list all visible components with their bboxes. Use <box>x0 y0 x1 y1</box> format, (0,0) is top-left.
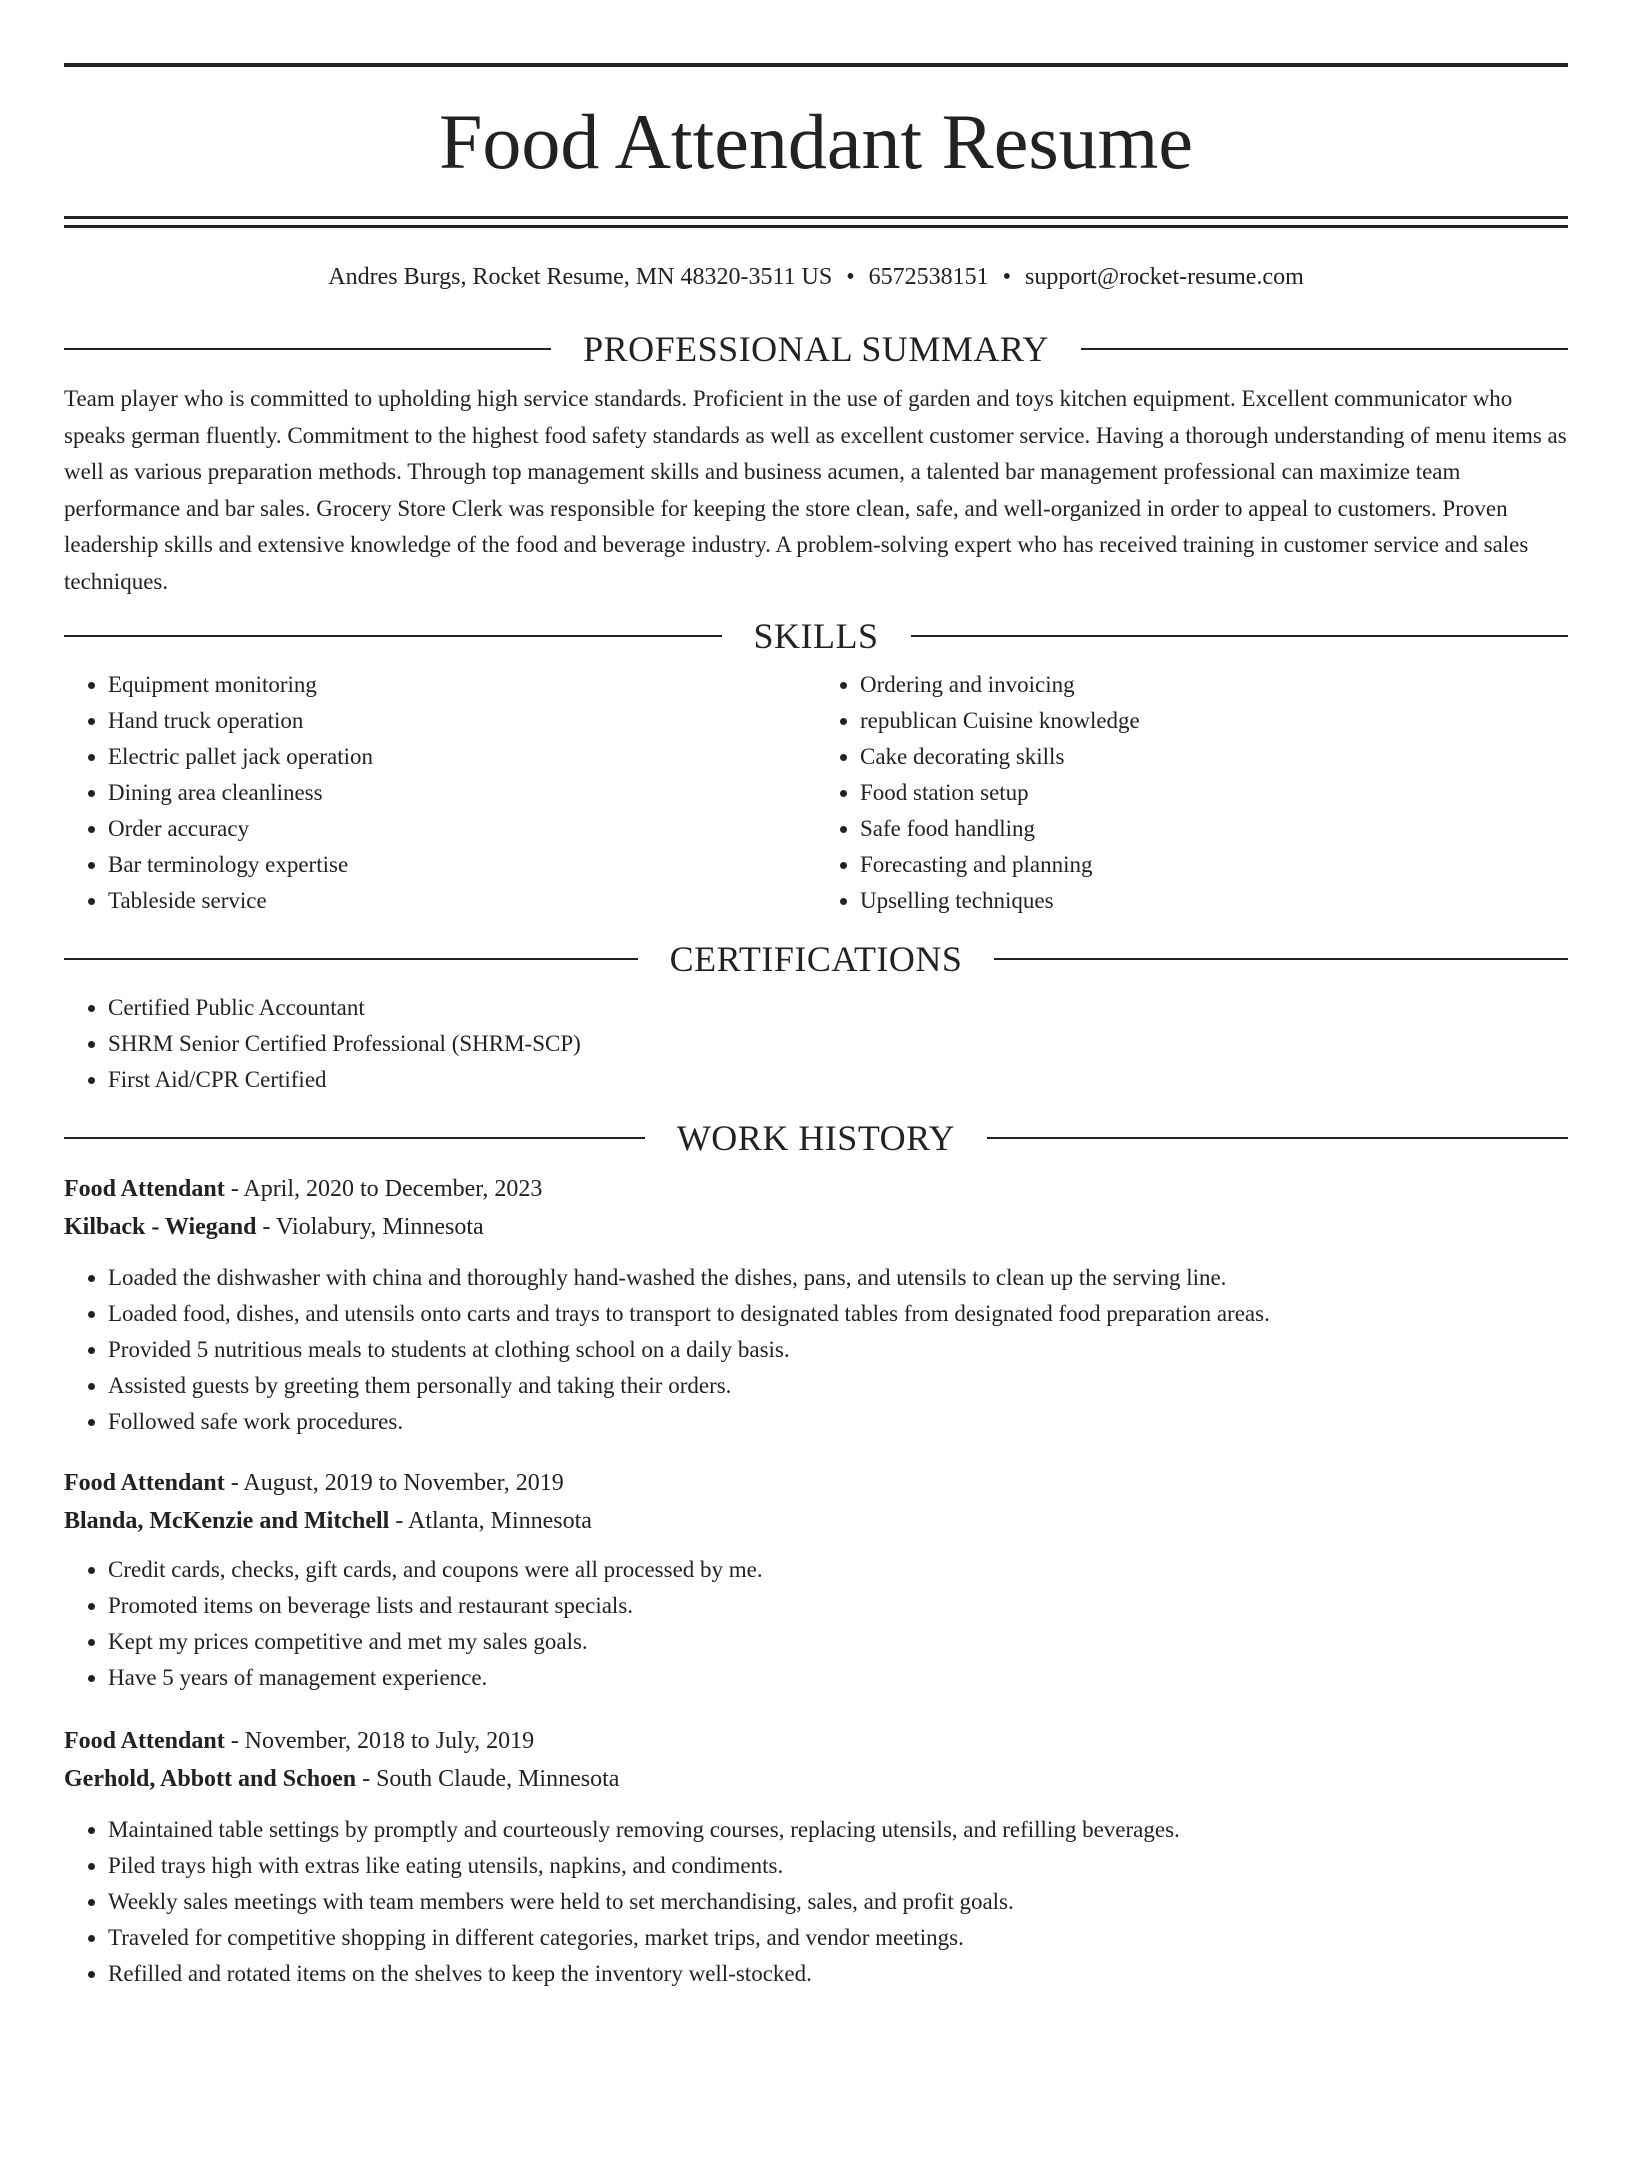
job-duty: • Credit cards, checks, gift cards, and coupons were all processed by me. <box>108 1552 1568 1588</box>
job-duty: • Refilled and rotated items on the shelves to keep the inventory well-stocked. <box>108 1956 1568 1992</box>
contact-line <box>64 265 1568 289</box>
job-duties <box>64 1812 1568 1992</box>
job-entry <box>64 1464 1568 1696</box>
skill-item: • Upselling techniques <box>860 883 1568 919</box>
contact-email: support@rocket-resume.com <box>1025 264 1304 290</box>
job-company-line <box>64 1760 1568 1798</box>
job-duty: • Followed safe work procedures. <box>108 1404 1568 1440</box>
job-duties <box>64 1260 1568 1440</box>
skill-item: • Forecasting and planning <box>860 847 1568 883</box>
job-title-line <box>64 1170 1568 1208</box>
job-company: Gerhold, Abbott and Schoen <box>64 1766 357 1792</box>
skill-item: • Tableside service <box>108 883 816 919</box>
job-entry <box>64 1722 1568 1992</box>
job-duty: • Piled trays high with extras like eating utensils, napkins, and condiments. <box>108 1848 1568 1884</box>
job-duties <box>64 1552 1568 1696</box>
job-dates: - August, 2019 to November, 2019 <box>224 1470 564 1496</box>
job-duty: • Kept my prices competitive and met my sales goals. <box>108 1624 1568 1660</box>
skills-list <box>64 667 1568 919</box>
work-history-heading-label: WORK HISTORY <box>676 1118 956 1158</box>
certification-item: • Certified Public Accountant <box>108 990 1568 1026</box>
contact-separator: • <box>846 264 855 290</box>
heading-rule <box>64 348 551 350</box>
skills-column-left <box>64 667 816 919</box>
resume-page <box>0 63 1632 2175</box>
heading-rule <box>1081 348 1568 350</box>
certification-item: • SHRM Senior Certified Professional (SHRM-SCP) <box>108 1026 1568 1062</box>
skill-item: • Electric pallet jack operation <box>108 739 816 775</box>
skill-item: • Cake decorating skills <box>860 739 1568 775</box>
certifications-heading <box>64 941 1568 977</box>
skill-item: • Safe food handling <box>860 811 1568 847</box>
skill-item: • republican Cuisine knowledge <box>860 703 1568 739</box>
job-title: Food Attendant <box>64 1176 225 1202</box>
job-company: Kilback - Wiegand <box>64 1214 257 1240</box>
skills-heading <box>64 618 1568 654</box>
job-company: Blanda, McKenzie and Mitchell <box>64 1508 390 1534</box>
job-company-line <box>64 1208 1568 1246</box>
resume-title: Food Attendant Resume <box>439 98 1193 185</box>
work-history-heading <box>64 1120 1568 1156</box>
heading-rule <box>911 635 1569 637</box>
skill-item: • Bar terminology expertise <box>108 847 816 883</box>
summary-heading-label: PROFESSIONAL SUMMARY <box>583 329 1049 369</box>
job-entry <box>64 1170 1568 1440</box>
job-duty: • Have 5 years of management experience. <box>108 1660 1568 1696</box>
heading-rule <box>987 1137 1568 1139</box>
job-duty: • Loaded the dishwasher with china and thoroughly hand-washed the dishes, pans, and utensils to clean up the serving line. <box>108 1260 1568 1296</box>
skill-item: • Ordering and invoicing <box>860 667 1568 703</box>
summary-text: Team player who is committed to upholding high service standards. Proficient in the use of garden and toys kitchen equipment. Excellent communicator who speaks german fluently. Commitment to the highest food safety standards as well as excellent customer service. Having a thorough understanding of menu items as well as various preparation methods. Through top management skills and business acumen, a talented bar management professional can maximize team performance and bar sales. Grocery Store Clerk was responsible for keeping the store clean, safe, and well-organized in order to appeal to customers. Proven leadership skills and extensive knowledge of the food and beverage industry. A problem-solving expert who has received training in customer service and sales techniques. <box>64 386 1567 594</box>
skills-column-right <box>816 667 1568 919</box>
job-dates: - April, 2020 to December, 2023 <box>224 1176 543 1202</box>
skill-item: • Food station setup <box>860 775 1568 811</box>
certifications-heading-label: CERTIFICATIONS <box>669 939 963 979</box>
job-dates: - November, 2018 to July, 2019 <box>224 1728 535 1754</box>
job-location: - Atlanta, Minnesota <box>389 1508 592 1534</box>
contact-phone: 6572538151 <box>868 264 989 290</box>
job-title: Food Attendant <box>64 1470 225 1496</box>
job-title-line <box>64 1464 1568 1502</box>
job-duty: • Weekly sales meetings with team members were held to set merchandising, sales, and profit goals. <box>108 1884 1568 1920</box>
certifications-list <box>64 990 1568 1098</box>
job-title: Food Attendant <box>64 1728 225 1754</box>
heading-rule <box>64 635 722 637</box>
skill-item: • Order accuracy <box>108 811 816 847</box>
job-duty: • Promoted items on beverage lists and restaurant specials. <box>108 1588 1568 1624</box>
job-duty: • Traveled for competitive shopping in different categories, market trips, and vendor meetings. <box>108 1920 1568 1956</box>
top-rule <box>64 63 1568 67</box>
skills-heading-label: SKILLS <box>753 616 879 656</box>
skill-item: • Dining area cleanliness <box>108 775 816 811</box>
job-duty: • Maintained table settings by promptly and courteously removing courses, replacing utensils, and refilling beverages. <box>108 1812 1568 1848</box>
contact-address: Andres Burgs, Rocket Resume, MN 48320-3511 US <box>328 264 833 290</box>
skill-item: • Equipment monitoring <box>108 667 816 703</box>
heading-rule <box>64 1137 645 1139</box>
job-duty: • Provided 5 nutritious meals to students at clothing school on a daily basis. <box>108 1332 1568 1368</box>
contact-separator: • <box>1002 264 1012 290</box>
heading-rule <box>64 958 638 960</box>
job-duty: • Assisted guests by greeting them personally and taking their orders. <box>108 1368 1568 1404</box>
job-duty: • Loaded food, dishes, and utensils onto carts and trays to transport to designated tables from designated food preparation areas. <box>108 1296 1568 1332</box>
heading-rule <box>994 958 1568 960</box>
job-location: - Violabury, Minnesota <box>256 1214 484 1240</box>
certification-item: • First Aid/CPR Certified <box>108 1062 1568 1098</box>
summary-heading <box>64 331 1568 367</box>
job-title-line <box>64 1722 1568 1760</box>
skill-item: • Hand truck operation <box>108 703 816 739</box>
job-location: - South Claude, Minnesota <box>356 1766 620 1792</box>
job-company-line <box>64 1502 1568 1540</box>
title-double-rule <box>64 216 1568 228</box>
